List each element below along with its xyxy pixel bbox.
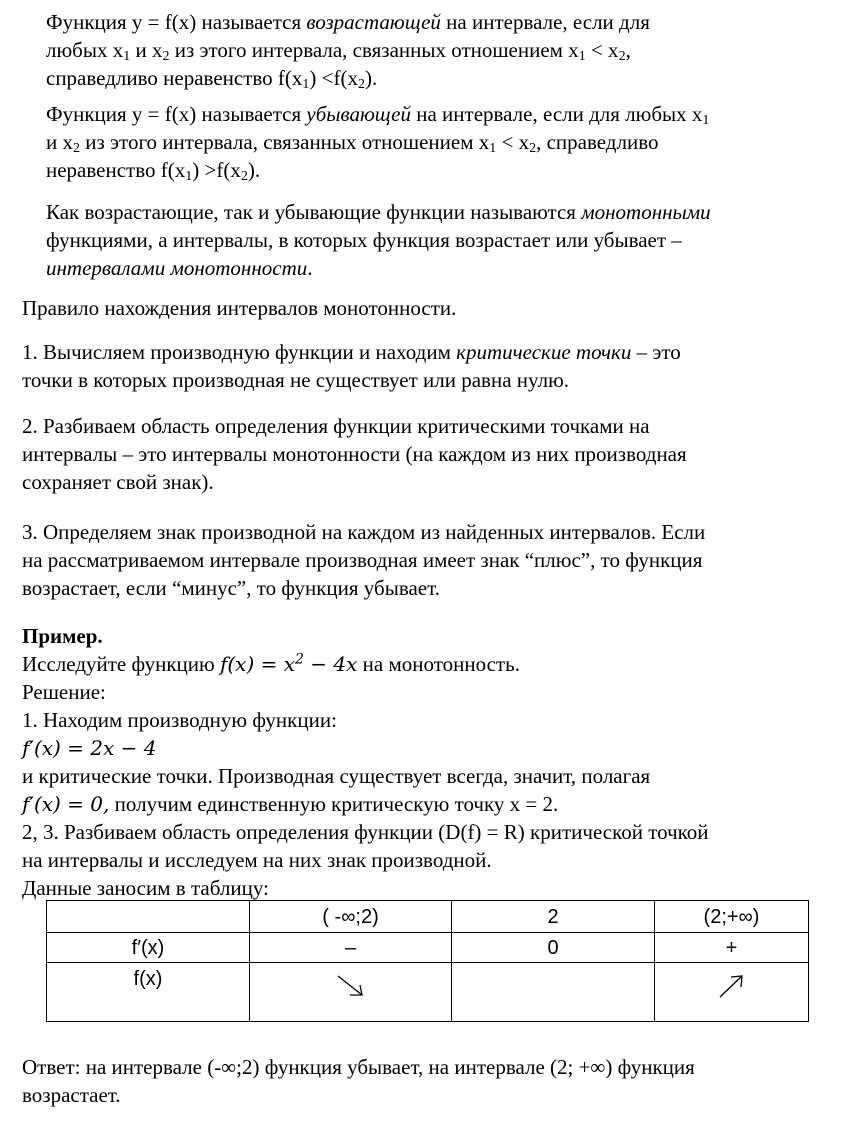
- text: получим единственную критическую точку x = 2.: [109, 792, 559, 816]
- text: из этого интервала, связанных отношением x: [80, 130, 490, 154]
- table-header-cell: [47, 901, 250, 933]
- term-monotonic-intervals: интервалами монотонности: [46, 256, 308, 280]
- text: 2. Разбиваем область определения функции критическими точками на: [22, 414, 650, 438]
- term-increasing: возрастающей: [306, 10, 441, 34]
- subscript: 2: [240, 169, 248, 184]
- subscript: 2: [357, 77, 365, 92]
- table-header-cell: ( -∞;2): [250, 901, 452, 933]
- text: < x: [585, 38, 619, 62]
- subscript: 2: [618, 49, 626, 64]
- text: ) >f(x: [192, 158, 241, 182]
- text: возрастает.: [22, 1083, 121, 1107]
- subscript: 1: [185, 169, 193, 184]
- subscript: 2: [73, 141, 80, 156]
- text: Как возрастающие, так и убывающие функции называются: [46, 200, 582, 224]
- critical-equation: f′(x) = 0,: [22, 792, 110, 816]
- table-cell: +: [655, 933, 809, 963]
- text: Данные заносим в таблицу:: [22, 876, 269, 900]
- subscript: 2: [529, 141, 537, 156]
- monotonicity-table: [46, 900, 809, 1022]
- rule-step-1: [22, 338, 681, 394]
- derivative-formula: f′(x) = 2x − 4: [22, 736, 157, 760]
- rule-title: [22, 294, 456, 322]
- text: сохраняет свой знак).: [22, 470, 214, 494]
- table-row-label: [47, 963, 250, 1022]
- text: и критические точки. Производная существует всегда, значит, полагая: [22, 764, 651, 788]
- table-header-row: [47, 901, 809, 933]
- text: < x: [496, 130, 530, 154]
- text: – это: [631, 340, 681, 364]
- text: Правило нахождения интервалов монотонности.: [22, 296, 457, 320]
- text: любых x: [46, 38, 124, 62]
- text: на рассматриваемом интервале производная имеет знак “плюс”, то функция: [22, 548, 703, 572]
- subscript: 2: [162, 49, 170, 64]
- text: точки в которых производная не существует или равна нулю.: [22, 368, 570, 392]
- rule-step-2: [22, 412, 687, 496]
- text: и x: [46, 130, 73, 154]
- arrow-down-right-icon: [336, 973, 366, 1007]
- text: 1. Вычисляем производную функции и находим: [22, 340, 457, 364]
- text: ).: [364, 66, 378, 90]
- formula-power: 2: [295, 651, 304, 668]
- text: , справедливо: [536, 130, 659, 154]
- table-cell: [452, 963, 655, 1022]
- table-row: [47, 963, 809, 1022]
- example-heading: Пример.: [22, 624, 103, 648]
- table-cell: [250, 963, 452, 1022]
- subscript: 1: [123, 49, 131, 64]
- text: и x: [130, 38, 163, 62]
- solution-label: Решение:: [22, 680, 106, 704]
- text: 3. Определяем знак производной на каждом из найденных интервалов. Если: [22, 520, 706, 544]
- subscript: 1: [489, 141, 497, 156]
- definition-increasing: [46, 8, 650, 92]
- subscript: 1: [578, 49, 586, 64]
- subscript: 1: [302, 77, 310, 92]
- definition-monotonic: [46, 198, 711, 282]
- table-row-label: f′(x): [47, 933, 250, 963]
- text: неравенство f(x: [46, 158, 186, 182]
- text: ) <f(x: [309, 66, 358, 90]
- text: на монотонность.: [357, 652, 520, 676]
- formula-part: − 4x: [303, 652, 358, 676]
- text: ,: [625, 38, 631, 62]
- rule-step-3: [22, 518, 705, 602]
- definition-decreasing: [46, 100, 709, 184]
- text: возрастает, если “минус”, то функция убывает.: [22, 576, 440, 600]
- table-cell: [655, 963, 809, 1022]
- term-monotonic: монотонными: [581, 200, 711, 224]
- text: справедливо неравенство f(x: [46, 66, 303, 90]
- text: Функция y = f(x) называется: [46, 10, 307, 34]
- text: .: [307, 256, 313, 280]
- text: на интервалы и исследуем на них знак производной.: [22, 848, 492, 872]
- text: Исследуйте функцию: [22, 652, 220, 676]
- text: Функция y = f(x) называется: [46, 102, 307, 126]
- table-cell: 0: [452, 933, 655, 963]
- table-header-cell: (2;+∞): [655, 901, 809, 933]
- table-row: [47, 933, 809, 963]
- text: ).: [247, 158, 261, 182]
- text: 1. Находим производную функции:: [22, 708, 337, 732]
- arrow-up-right-icon: [717, 973, 747, 1007]
- example-section: [22, 622, 709, 902]
- term-critical-points: критические точки: [456, 340, 632, 364]
- text: из этого интервала, связанных отношением x: [169, 38, 579, 62]
- text: функциями, а интервалы, в которых функция возрастает или убывает –: [46, 228, 682, 252]
- formula-part: f(x) = x: [219, 652, 295, 676]
- text: на интервале, если для: [440, 10, 650, 34]
- text: Ответ: на интервале (-∞;2) функция убывает, на интервале (2; +∞) функция: [22, 1055, 695, 1079]
- text: 2, 3. Разбиваем область определения функции (D(f) = R) критической точкой: [22, 820, 709, 844]
- task-formula: [220, 652, 357, 676]
- answer: [22, 1053, 695, 1109]
- term-decreasing: убывающей: [306, 102, 411, 126]
- subscript: 1: [702, 113, 710, 128]
- table-cell: –: [250, 933, 452, 963]
- text: f(x): [133, 968, 163, 990]
- text: интервалы – это интервалы монотонности (на каждом из них производная: [22, 442, 687, 466]
- table-header-cell: 2: [452, 901, 655, 933]
- text: на интервале, если для любых x: [411, 102, 703, 126]
